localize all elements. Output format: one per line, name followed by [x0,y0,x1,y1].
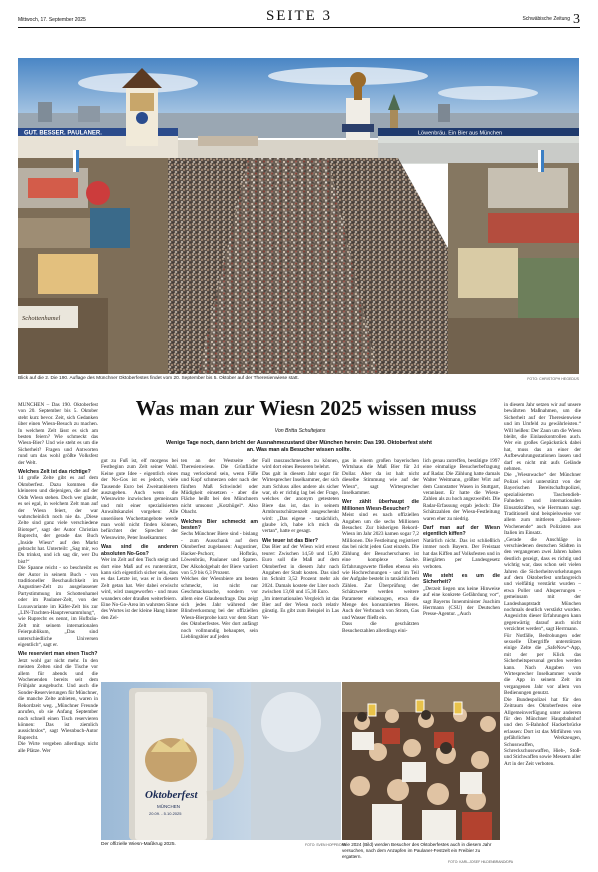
paragraph: gut zu Fuß ist, elf morgens bei Festbeginn zum Zelt seiner Wahl. Keine gute Idee - eigentlich eines der No-Gos ist es jedoch, viele Tausende Euro bei Zweitanbietern auszugeben. Auch wenn die Wiesnwirte inzwischen gemeinsam und mit einer spezialisierten Anwaltskanzlei vorgehen: Alle unseriösen Wuchertangebote werde man wohl nicht finden können, befürchtet der Sprecher der Wiesnwirte, Peter Inselkammer. [101,458,178,541]
article-column-2 [101,458,178,680]
paragraph: Welches der Wiesnbiere am besten schmeckt, ist nicht nur Geschmackssache, sondern vor allem eine Glaubensfrage. Das zeigt sich jedes Jahr während der Blindverkostung bei der offiziellen Wiesn-Bierprobe kurz vor dem Start des Oktoberfestes. Wer dort anfängt noch vollmundig behauptet, sein Lieblingsbier auf jeden [181,576,258,640]
paper-name [522,12,580,28]
paragraph: Die Bundespolizei hat für den Zeitraum des Oktoberfestes eine Allgemeinverfügung unter anderem für den Münchner Hauptbahnhof und den S-Bahnhof Hackerbrücke erlassen: Dort ist das Mitführen von gefährlichen Werkzeugen, Schusswaffen, Schreckschusswaffen, Hieb-, Stoß- und Stichwaffen sowie Messern aller Art in der Zeit verboten. [504,696,581,767]
subheading: Darf man auf der Wiesn eigentlich kiffen? [423,525,500,538]
article-column-7 [504,402,581,866]
crowd-credit: FOTO: KARL-JOSEF HILDENBRAND/DPA [448,860,514,864]
subheading: Wie steht es um die Sicherheit? [423,572,500,586]
crowd-caption: Wie 2024 (Bild) werden Besucher des Oktoberfestes auch in diesem Jahr versuchen, nach dem Anzapfen im Paulaner-Festzelt ein Freibier zu ergattern. [342,842,492,859]
subheading: Welches Bier schmeckt am besten? [181,518,258,532]
oktoberfest-aerial-image [18,58,579,374]
paragraph: 14 große Zelte gibt es auf dem Oktoberfest. Dazu kommen die kleineren und diejenigen, die auf der Oidn Wiesn stehen. Doch wer glaubt, es sei egal, in welchem Zelt man auf der Wiesn feiert, der war wahrscheinlich noch nie da. „Diese Zelte sind ganz viele verschiedene Biotope“, sagt der Autor Christian Ruprecht, der gerade das Buch „Inside Wiesn“ auf den Markt gebracht hat. Unterteilt: „Sag mir, wo Du trinkst, und ich sag dir, wer Du bist!“ [18,475,98,565]
article-byline: Von Britta Schultejans [274,428,326,434]
paragraph: Eine No-Go-Area im wahrsten Sinne des Wortes ist der kleine Hang hinter den Zel- [101,601,178,621]
article-column-3 [181,458,258,680]
tent-right-sign: Löwenbräu. Ein Bier aus München [418,130,503,137]
paragraph: ten an der Westseite der Theresienwiese. Die Grünfläche mag verlockend sein, wenn Füße und Kopf schmerzen oder nach der fünften Maß Schwindel oder Müdigkeit einsetzen - aber die Fläche heißt bei den Münchnern nicht umsonst „Kotzhügel“. Also Obacht. [181,458,258,516]
crowd-photo [342,682,500,840]
tent-left-sign: GUT. BESSER. PAULANER. [24,130,102,137]
subheading: Wie teuer ist das Bier? [262,537,318,544]
mug-photo [101,682,341,840]
page-number: 3 [573,12,580,27]
paragraph: „Derzeit liegen uns keine Hinweise auf eine konkrete Gefährdung vor“, sagt Bayerns Innenminister Joachim Herrmann (CSU) der Deutschen Presse-Agentur. „Auch [423,585,500,618]
paragraph: Dass die geschätzten Besucherzahlen allerdings eini- [342,621,419,634]
paragraph: „Gerade die Anschläge in verschiedenen deutschen Städten in den vergangenen zwei Jahren haben deutlich gezeigt, dass es richtig und wichtig war, dass schon seit vielen Jahren die Sicherheitsvorkehrungen auf dem Oktoberfest umfangreich und vielfältig verstärkt wurden – etwa Poller und Absperrungen - gemeinsam mit der Landeshauptstadt München nochmals deutlich verstärkt wurden. Angesichts dieser Erfahrungen kann gegenwärtig darauf auch nicht verzichtet werden“, sagt Herrmann. [504,536,581,633]
paragraph: in diesem Jahr setzen wir auf unsere bewährten Maßnahmen, um die Sicherheit auf der Theresienwiese und im Umfeld zu gewährleisten.“ Will heißen: Der Zaun um die Wiesn bleibt, die Einlasskontrollen auch. Wer ein großes Gepäckstück dabei hat, muss das an einer der Aufbewahrungsstationen lassen und darf es nicht mit aufs Gelände nehmen. [504,402,581,473]
schottenhamel-sign: Schottenhamel [22,315,61,322]
section-title: SEITE 3 [265,8,333,24]
article-headline: Was man zur Wiesn 2025 wissen muss [135,396,477,420]
paragraph: Jetzt wohl gar nicht mehr. In den meisten Zelten sind die Tische vor allem für abends und die Wochenenden bereits seit dem Frühjahr ausgebucht. Und auch die Sonder-Reservierungen für Münchner, die manche Zelte anbieten, waren in Rekordzeit weg. „Münchner Freunde anrufen, ob sie Anfang September noch schnell einen Tisch reservieren können: Das ist ziemlich aussichtslos“, sagt Wiesnbuch-Autor Ruprecht. [18,657,98,741]
paragraph: Sechs Münchner Biere sind - bislang - zum Ausschank auf dem Oktoberfest zugelassen: Augustiner, Hacker-Pschorr, Hofbräu, Löwenbräu, Paulaner und Spaten. Der Alkoholgehalt der Biere variiert von 5,9 bis 6,3 Prozent. [181,531,258,576]
paragraph: „Im internationalen Vergleich ist das Bier auf der Wiesn noch relativ günstig. Es gibt zum Beispiel in Las Ve- [262,595,339,621]
paper-title: Schwäbische Zeitung [522,16,570,22]
subheading: Welches Zelt ist das richtige? [18,469,91,476]
paragraph: Das galt in diesem Jahr sogar für Wirtesprecher Inselkammer, der sich zum Schluss alles andere als sicher war, ob er richtig lag bei der Frage, welches der anonym getesteten Biere das ist, das in seinem Armbrustschützenzelt ausgeschenkt wird: „Das eigene - tatsächlich, glaube ich, habe ich mich da vertan“, hatte er gesagt. [262,470,339,535]
hero-credit: FOTO: CHRISTOPH HEGEDÜS [527,377,579,381]
paragraph: MÜNCHEN – Das 190. Oktoberfest von 20. September bis 5. Oktober steht kurz bevor. Zeit, sich Gedanken über einen Wiesn-Besuch zu machen. In welchem Zelt lässt es sich am besten feiern? Wie schmeckt das Wiesn-Bier? Und wie steht es um die Sicherheit? Fragen und Antworten rund um das wohl größte Volksfest der Welt. [18,402,98,466]
hero-photo [18,58,579,374]
paragraph: Für Notfälle, Bedrohungen oder sexuelle Übergriffe unterstützen einige Zelte die „SafeNow“-App, mit der per Klick das Sicherheitspersonal gerufen werden kann. Nach Angaben von Wirtesprecher Inselkammer wurde die App in seinem Zelt im vergangenen Jahr vor allem von Bedienungen genutzt. [504,632,581,697]
mug-subtext: MÜNCHEN [157,804,180,809]
mug-oktoberfest-text: Oktoberfest [145,789,198,801]
article-lede: Wenige Tage noch, dann bricht der Ausnahmezustand über München herein: Das 190. Oktoberfest steht an. Was man als Besucher wissen sollte. [166,440,432,453]
mug-dates: 20.09. - 5.10.2025 [149,811,182,816]
crowd-image [342,682,500,840]
subheading: Was sind die anderen absoluten No-Gos? [101,544,178,557]
paragraph: Wer im Zelt auf den Tisch steigt und dort eine Maß auf ex runterstürzt, kann sich eigentlich sicher sein, dass es das Letzte ist, was er in diesem Zelt getan hat. Wer dabei erwischt wird, wird rausgeworfen - und muss woanders oder draußen weiterfeiern. [101,557,178,602]
article-column-4 [262,458,339,680]
paragraph: Natürlich nicht. Das ist schließlich immer noch Bayern. Der Freistaat hat das Kiffen auf Volksfesten und in Biergärten per Landesgesetz verboten. [423,537,500,570]
paragraph: lich genau zutreffen, bestätigte 1997 eine einmalige Besucherbefragung auf Radar. Die Zählung hatte damals Walter Weitmann, größter Wirt auf dem Cannstatter Wasen in Stuttgart, veranlasst. Er hatte die Wiesn-Zahlen als zu hoch angezweifelt. Die Radar-Erfassung ergab jedoch: Die Schätzzahlen der Wiesn-Festleitung waren eher zu niedrig. [423,458,500,522]
article-column-1 [18,402,98,866]
beer-mug-image [101,682,341,840]
hero-caption: Blick auf die 2. Die 190. Auflage des Münchner Oktoberfestes findet vom 20. September bis 5. Oktober auf der Theresienwiese statt. [18,376,299,381]
issue-date: Mittwoch, 17. September 2025 [18,17,86,23]
paragraph: Die „Wiesnwache“ der Münchner Polizei wird unterstützt von der Bayerischen Bereitschaftspolizei, spezialisierten Taschendieb-Fahndern und internationalen Einsatzkräften, wie Herrmann sagt. Traditionell sind beispielsweise vor allem zum mittleren „Italiener-Wochenende“ auch Polizisten aus Italien im Einsatz. [504,472,581,537]
mug-caption: Der offizielle Wiesn-Maßkrug 2025. [101,842,176,847]
paragraph: Die Wirte vergeben allerdings nicht alle Plätze. Wer [18,741,98,754]
paragraph: gas in einem großen bayerischen Wirtshaus die Maß Bier für 24 Dollar. Aber da ist halt nicht dieselbe Stimmung wie auf der Wiesn“, sagt Wirtesprecher Inselkammer. [342,458,419,497]
masthead [18,8,580,28]
subheading: Wie reserviert man einen Tisch? [18,651,98,658]
article-column-5 [342,458,419,680]
paragraph: Meist sind es nach offiziellen Angaben um die sechs Millionen Besucher. Zur bisherigen Rekord-Wiesn im Jahr 2023 kamen sogar 7,2 Millionen. Die Festleitung registriert das bei nicht jeden Gast einzeln. Die Zählung der Besucherscharen ist eine komplexe Sache. Erfahrungswerte fließen ebenso ein wie Hochrechnungen - und im Teil der Aufgabe besteht in tatsächlichem Zählen. Zur Überprüfung der Schätzwerte werden weitere Parameter einbezogen, etwa die Menge des konsumierten Bieres. Auch der Verbrauch von Strom, Gas und Wasser fließt ein. [342,512,419,621]
mug-credit: FOTO: SVEN HOPPE/DPA [305,843,346,847]
subheading: Wer zählt überhaupt die Millionen Wiesn-Besucher? [342,499,419,512]
paragraph: Die Spanne reicht - so beschreibt es der Autor in seinem Buch - von traditioneller Beschaulichkeit im Augustiner-Zelt zu ausgelassener Partystimmung im Schottenhamel oder im Paulaner-Zelt, von der Luxusvariante im Käfer-Zelt bis zur „LIN-Trachten-Hauptversammlung“, wie Ruprecht es nennt, im Hofbräu-Zelt mit seinem internationalen Feierpublikum, „Das sind unterschiedliche Universen eigentlich“, sagt er. [18,565,98,649]
article-column-6 [423,458,500,680]
paragraph: Das Bier auf der Wiesn wird erneut teurer: Zwischen 14,50 und 15,80 Euro soll die Maß auf dem Oktoberfest in diesem Jahr nach Angaben der Stadt kosten. Das sind im Schnitt 3,52 Prozent mehr als 2024. Damals kostete der Liter noch zwischen 13,60 und 15,30 Euro. [262,544,339,596]
paragraph: Fall rauszuschmecken zu können, wird dort eines Besseren belehrt. [262,458,339,471]
